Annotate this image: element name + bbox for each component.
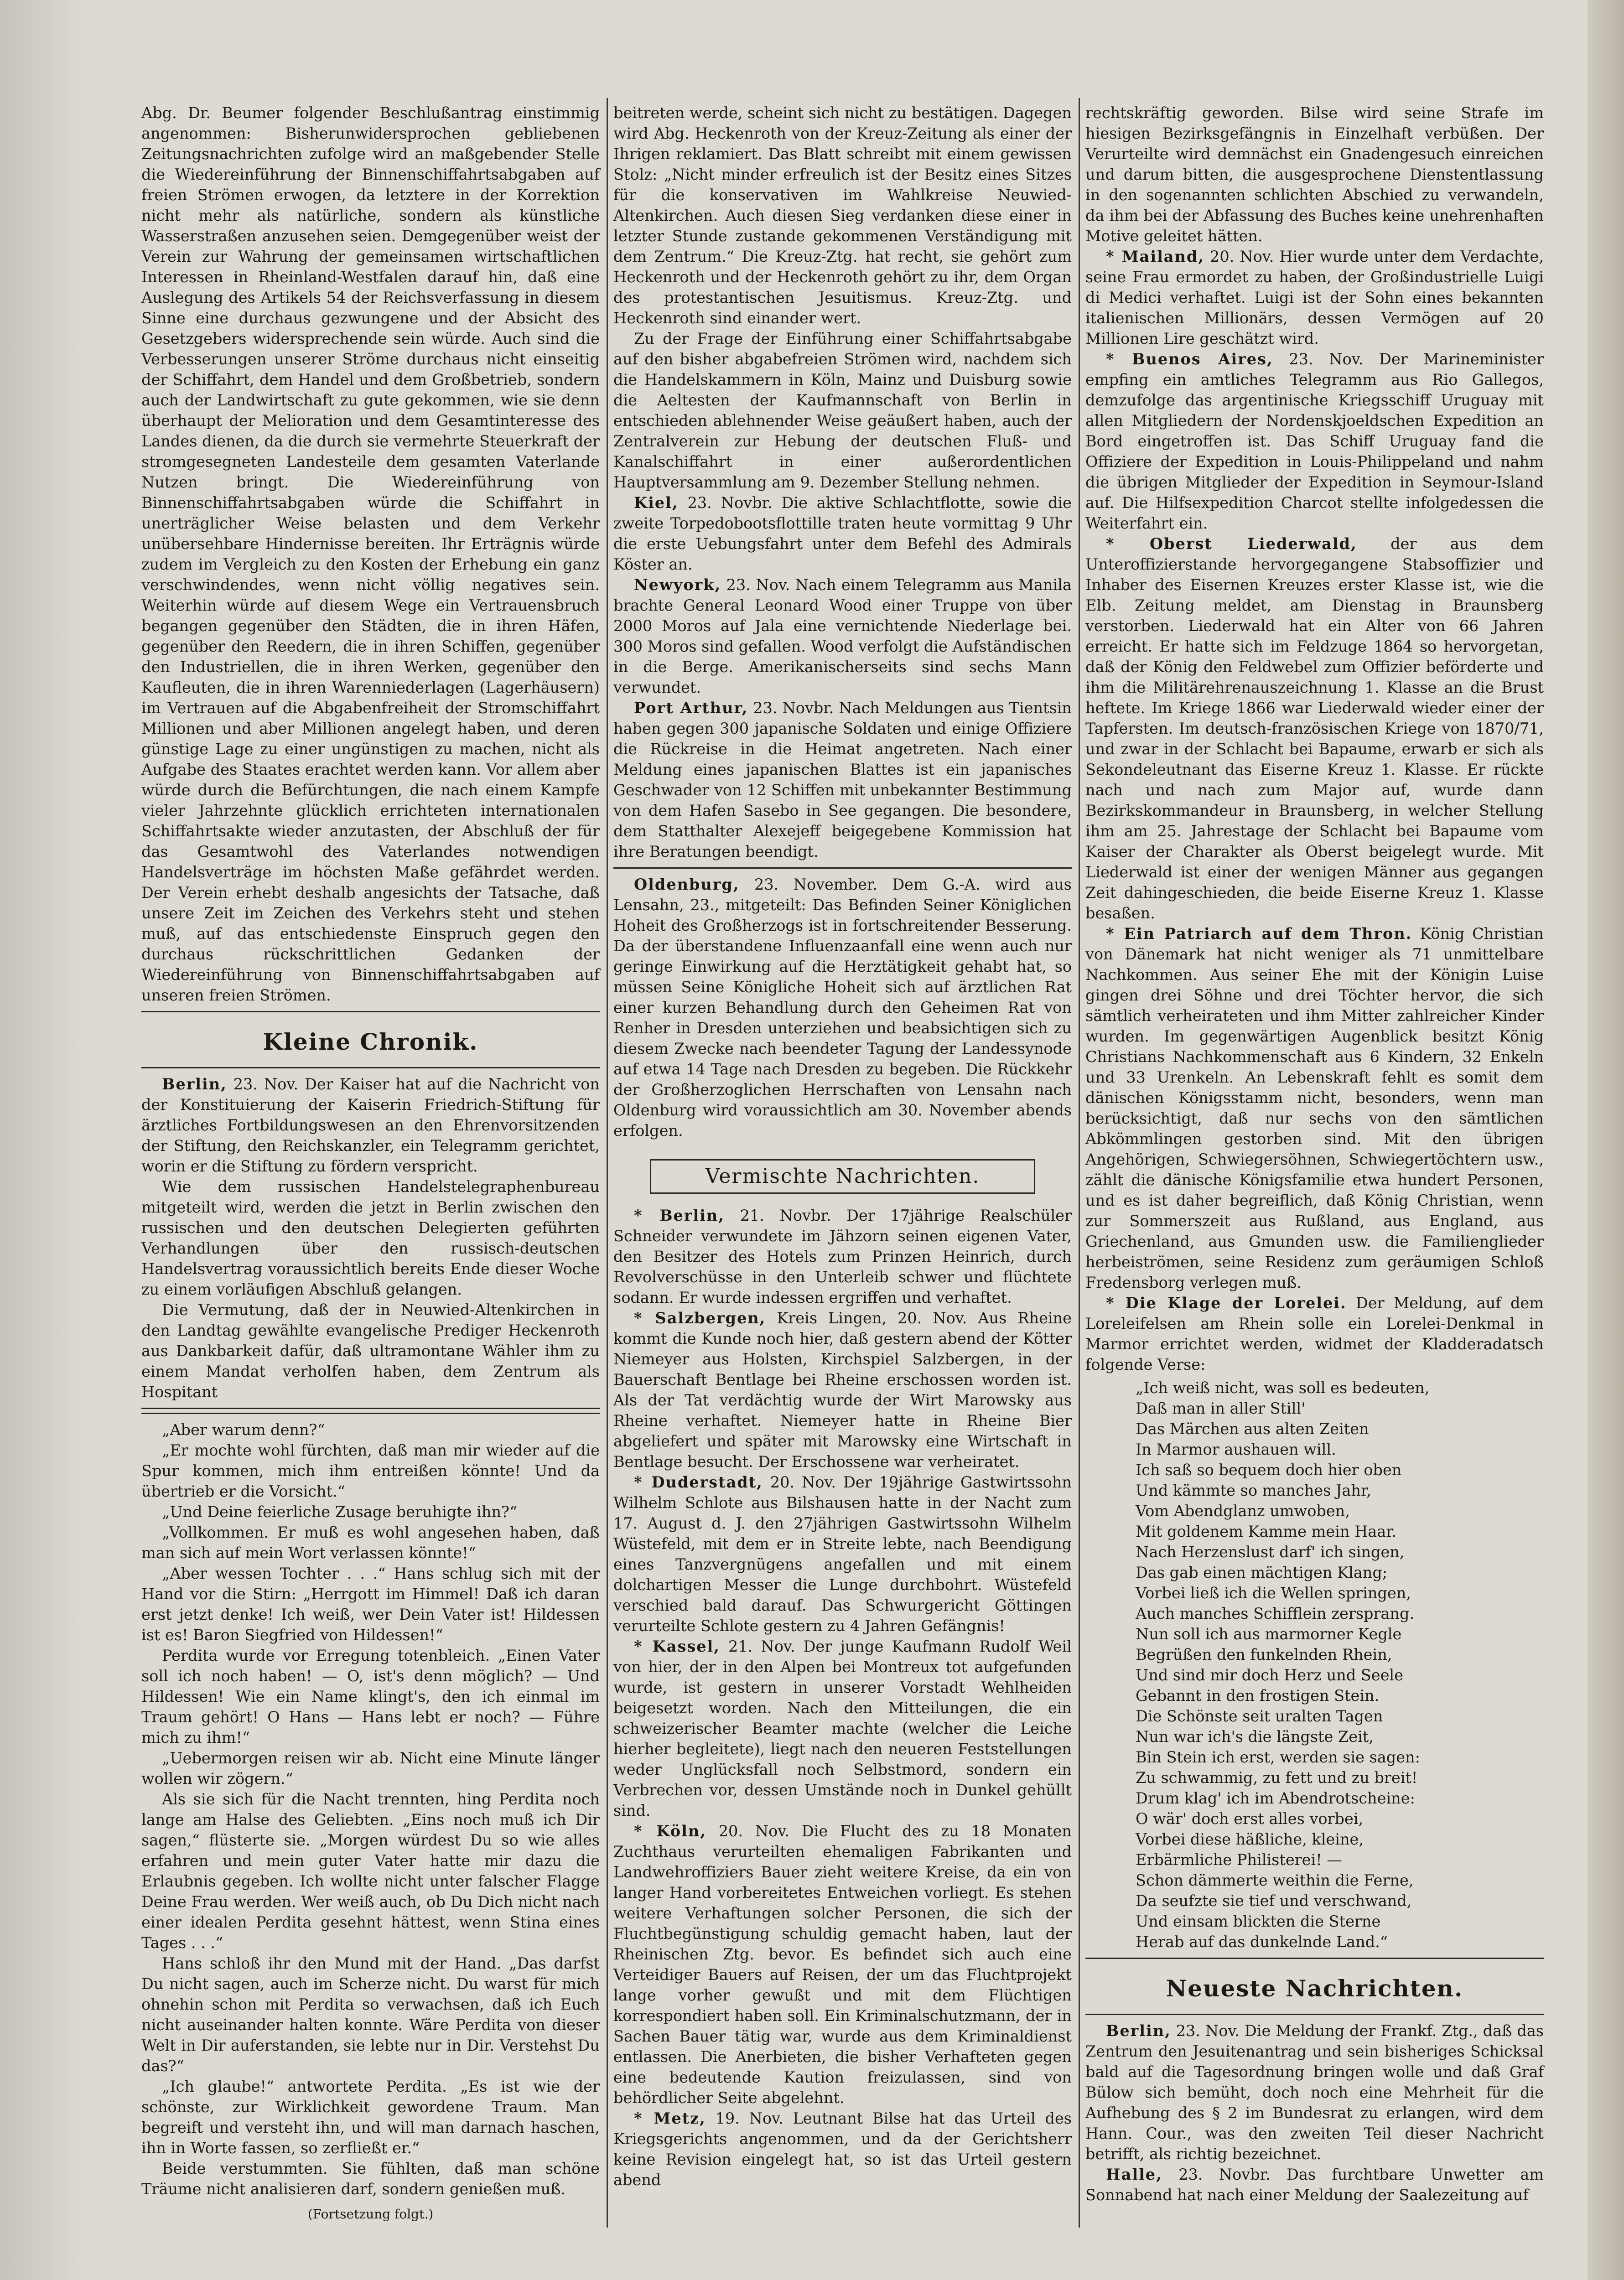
dateline-place: Port Arthur, — [634, 699, 748, 717]
poem-line: Drum klag' ich im Abendrotscheine: — [1136, 1789, 1415, 1807]
poem-line: Vom Abendglanz umwoben, — [1136, 1502, 1350, 1520]
news-item-berlin-jesuiten — [1085, 2021, 1544, 2164]
novel-paragraph: „Und Deine feierliche Zusage beruhigte ihn?“ — [162, 1503, 518, 1521]
news-item-text: Kreis Lingen, 20. Nov. Aus Rheine kommt die Kunde noch hier, daß gestern abend der Kötter Niemeyer aus Holsten, Kirchspiel Salzbergen, in der Bauerschaft Bentlage bei Rheine erschossen worden ist. Als der Tat verdächtig wurde der Wirt Marowsky aus Rheine verhaftet. Niemeyer hatte in Rheine Bier abgeliefert und später mit Marowsky eine Wirtschaft in Bentlage besucht. Der Erschossene war verheiratet. — [613, 1309, 1072, 1471]
poem-line: Nun soll ich aus marmorner Kegle — [1136, 1625, 1402, 1643]
news-item-berlin-kaiser — [141, 1074, 600, 1176]
news-item-text: 20. Nov. Die Flucht des zu 18 Monaten Zuchthaus verurteilten ehemaligen Fabrikanten und Landwehroffiziers Bauer zieht weitere Kreise, da ein von langer Hand vorbereitetes Entweichen vorliegt. Es stehen weitere Verhaftungen solcher Personen, die sich der Fluchtbegünstigung schuldig gemacht haben, laut der Rheinischen Ztg. bevor. Es befindet sich auch eine Verteidiger Bauers auf Reisen, der um das Fluchtprojekt lange vorher gewußt und mit dem Flüchtigen korrespondiert haben soll. Ein Kriminalschutzmann, der in Sachen Bauer tätig war, wurde aus dem Kriminaldienst entlassen. Die Anerbieten, die bisher Verhafteten gegen eine bedeutende Kaution freizulassen, sind von behördlicher Seite abgelehnt. — [613, 1822, 1072, 2107]
poem-line: Ich saß so bequem doch hier oben — [1136, 1461, 1402, 1479]
poem-line: Erbärmliche Philisterei! — — [1136, 1851, 1342, 1869]
poem-line: Vorbei ließ ich die Wellen springen, — [1136, 1584, 1411, 1602]
poem-line: Und sind mir doch Herz und Seele — [1136, 1666, 1403, 1684]
feuilleton-divider — [141, 1408, 600, 1414]
news-item-text: 20. Nov. Der 19jährige Gastwirtssohn Wilhelm Schlote aus Bilshausen hatte in der Nacht zum 17. August d. J. den 27jährigen Gastwirtssohn Wilhelm Wüstefeld, mit dem er in Streite lebte, nach Beendigung eines Tanzvergnügens angefallen und mit einem dolchartigen Messer die Lunge durchbohrt. Wüstefeld verschied bald darauf. Das Schwurgericht Göttingen verurteilte Schlote gestern zu 4 Jahren Gefängnis! — [613, 1473, 1072, 1635]
novel-paragraph: „Uebermorgen reisen wir ab. Nicht eine Minute länger wollen wir zögern.“ — [141, 1749, 600, 1788]
section-heading-neueste-nachrichten: Neueste Nachrichten. — [1166, 1975, 1463, 2002]
poem-line: Mit goldenem Kamme mein Haar. — [1136, 1523, 1397, 1540]
news-item-text: 23. Novbr. Die aktive Schlachtflotte, sowie die zweite Torpedobootsflottille traten heute vormittag 9 Uhr die erste Uebungsfahrt unter dem Befehl des Admirals Köster an. — [613, 494, 1072, 573]
novel-paragraph: Hans schloß ihr den Mund mit der Hand. „Das darfst Du nicht sagen, auch im Scherze nicht. Du warst für mich ohnehin schon mit Perdita so verwachsen, daß ich Euch nicht auseinander halten konnte. Wäre Perdita von dieser Welt in Dir auferstanden, sie lebte nur in Dir. Verstehst Du das?“ — [141, 1954, 600, 2075]
article-binnenschiffahrt-resolution: Abg. Dr. Beumer folgender Beschlußantrag einstimmig angenommen: Bisherunwidersprochen gebliebenen Zeitungsnachrichten zufolge wird an maßgebender Stelle die Wiedereinführung der Binnenschiffahrtsabgaben auf freien Strömen erwogen, da letztere in der Korrektion nicht mehr als natürliche, sondern als künstliche Wasserstraßen anzusehen seien. Demgegenüber weist der Verein zur Wahrung der gemeinsamen wirtschaftlichen Interessen in Rheinland-Westfalen darauf hin, daß eine Auslegung des Artikels 54 der Reichsverfassung in diesem Sinne eine durchaus gezwungene und der Absicht des Gesetzgebers widersprechende sein würde. Auch sind die Verbesserungen unserer Ströme durchaus nicht einseitig der Schiffahrt, dem Handel und dem Großbetrieb, sondern auch der Landwirtschaft zu gute gekommen, wie sie denn überhaupt der Melioration und dem Gesamtinteresse des Landes dienen, da die durch sie vermehrte Steuerkraft der stromgesegneten Landesteile dem gesamten Vaterlande Nutzen bringt. Die Wiedereinführung von Binnenschiffahrtsabgaben würde die Schiffahrt in unerträglicher Weise belasten und dem Verkehr unübersehbare Hindernisse bereiten. Ihr Erträgnis würde zudem im Vergleich zu den Kosten der Erhebung ein ganz verschwindendes, wenn nicht völlig negatives sein. Weiterhin würde auf diesem Wege ein Vertrauensbruch begangen gegenüber den Städten, die in ihren Häfen, gegenüber den Reedern, die in ihren Schiffen, gegenüber den Industriellen, die in ihren Werken, gegenüber den Kaufleuten, die in ihren Warenniederlagen (Lagerhäusern) im Vertrauen auf die Abgabenfreiheit der Stromschiffahrt Millionen und aber Millionen angelegt haben, und deren günstige Lage zu einer ungünstigen zu machen, nicht als Aufgabe des Staates erachtet werden kann. Vor allem aber würde durch die Befürchtungen, die nach einem Kampfe vieler Jahrzehnte glücklich errichteten internationalen Schiffahrtsakte wieder anzutasten, der Abschluß der für das Gesamtwohl des Vaterlandes notwendigen Handelsverträge im höchsten Maße gefährdet werden. Der Verein erhebt deshalb angesichts der Tatsache, daß unsere Zeit im Zeichen des Verkehrs steht und stehen muß, auf das entschiedenste Einspruch gegen den durchaus rückschrittlichen Gedanken der Wiedereinführung von Binnenschiffahrtsabgaben auf unseren freien Strömen. — [141, 104, 600, 1004]
dateline-place: Kiel, — [634, 494, 679, 512]
novel-paragraph: „Aber wessen Tochter . . .“ Hans schlug sich mit der Hand vor die Stirn: „Herrgott im Himmel! Daß ich daran erst jetzt denke! Ich weiß, wer Dein Vater ist! Hildessen ist es! Baron Siegfried von Hildessen!“ — [141, 1565, 600, 1644]
section-heading-kleine-chronik: Kleine Chronik. — [263, 1028, 478, 1055]
novel-paragraph: „Vollkommen. Er muß es wohl angesehen haben, daß man sich auf mein Wort verlassen könnte!“ — [141, 1523, 600, 1562]
poem-lorelei — [1136, 1378, 1544, 1952]
section-divider — [141, 1067, 600, 1068]
poem-line: Gebannt in den frostigen Stein. — [1136, 1687, 1380, 1705]
novel-paragraph: „Ich glaube!“ antwortete Perdita. „Es ist wie der schönste, zur Wirklichkeit gewordene Traum. Man begreift und versteht ihn, und will man darnach haschen, ihn in Worte fassen, so zerfließt er.“ — [141, 2078, 600, 2157]
news-item-text: Der Meldung, auf dem Loreleifelsen am Rhein solle ein Lorelei-Denkmal in Marmor errichtet werden, widmet der Kladderadatsch folgende Verse: — [1085, 1294, 1544, 1373]
poem-line: Zu schwammig, zu fett und zu breit! — [1136, 1769, 1418, 1787]
column-divider — [1079, 98, 1080, 2228]
poem-line: Herab auf das dunkelnde Land.“ — [1136, 1933, 1388, 1951]
news-item-koeln — [613, 1821, 1072, 2108]
poem-line: Daß man in aller Still' — [1136, 1399, 1306, 1417]
news-item-handelsvertrag: Wie dem russischen Handelstelegraphenbureau mitgeteilt wird, werden die jetzt in Berlin zwischen den russischen und den deutschen Delegierten geführten Verhandlungen über den russisch-deutschen Handelsvertrag voraussichtlich bereits Ende dieser Woche zu einem vorläufigen Abschluß gelangen. — [141, 1178, 600, 1298]
article-schiffahrtsabgabe: Zu der Frage der Einführung einer Schiffahrtsabgabe auf den bisher abgabefreien Strömen wird, nachdem sich die Handelskammern in Köln, Mainz und Duisburg sowie die Aeltesten der Kaufmannschaft von Berlin in entschieden ablehnender Weise geäußert haben, auch der Zentralverein zur Hebung der deutschen Fluß- und Kanalschiffahrt in einer außerordentlichen Hauptversammlung am 9. Dezember Stellung nehmen. — [613, 330, 1072, 491]
poem-line: In Marmor aushauen will. — [1136, 1441, 1336, 1458]
poem-line: Und kämmte so manches Jahr, — [1136, 1482, 1371, 1499]
novel-paragraph: Perdita wurde vor Erregung totenbleich. „Einen Vater soll ich noch haben! — O, ist's denn möglich? — Und Hildessen! Wie ein Name klingt's, den ich einmal im Traum gehört! O Hans — Hans lebt er noch? — Führe mich zu ihm!“ — [141, 1647, 600, 1746]
news-item-text: 23. Nov. Nach einem Telegramm aus Manila brachte General Leonard Wood einer Truppe von über 2000 Moros auf Jala eine vernichtende Niederlage bei. 300 Moros sind gefallen. Wood verfolgt die Aufständischen in die Berge. Amerikanischerseits sind sechs Mann verwundet. — [613, 576, 1072, 696]
dateline-place: Berlin, — [162, 1075, 227, 1093]
poem-line: Das gab einen mächtigen Klang; — [1136, 1564, 1388, 1581]
dateline-place: Berlin, — [1106, 2022, 1171, 2040]
column-left — [141, 103, 600, 2224]
news-item-text: der aus dem Unteroffizierstande hervorgegangene Stabsoffizier und Inhaber des Eisernen Kreuzes erster Klasse ist, wie die Elb. Zeitung meldet, am Dienstag in Braunsberg verstorben. Liederwald hat ein Alter von 66 Jahren erreicht. Er hatte sich im Feldzuge 1864 so hervorgetan, daß der König den Feldwebel zum Offizier beförderte und ihm die Militärehrenauszeichnung 1. Klasse an die Brust heftete. Im Kriege 1866 war Liederwald wieder einer der Tapfersten. Im deutsch-französischen Kriege von 1870/71, und zwar in der Schlacht bei Bapaume, erwarb er sich als Sekondeleutnant das Eiserne Kreuz 1. Klasse. Er rückte nach und nach zum Major auf, wurde dann Bezirkskommandeur in Braunsberg, in welcher Stellung ihm am 25. Jahrestage der Schlacht bei Bapaume vom Kaiser der Charakter als Oberst beigelegt wurde. Mit Liederwald ist einer der wenigen Männer aus gegangen Zeit dahingeschieden, die beide Eiserne Kreuz 1. Klasse besaßen. — [1085, 535, 1544, 922]
dateline-place: * Ein Patriarch auf dem Thron. — [1106, 925, 1412, 943]
poem-line: Das Märchen aus alten Zeiten — [1136, 1420, 1369, 1438]
poem-line: Nun war ich's die längste Zeit, — [1136, 1728, 1374, 1746]
poem-line: Die Schönste seit uralten Tagen — [1136, 1707, 1383, 1725]
news-item-text: König Christian von Dänemark hat nicht weniger als 71 unmittelbare Nachkommen. Aus seiner Ehe mit der Königin Luise gingen drei Söhne und drei Töchter hervor, die sich sämtlich verheirateten und ihm Mitter zahlreicher Kinder wurden. Im gegenwärtigen Augenblick besitzt König Christians Nachkommenschaft aus 6 Kindern, 32 Enkeln und 33 Urenkeln. An Lebenskraft fehlt es somit dem dänischen Königsstamm nicht, besonders, wenn man berücksichtigt, daß nur sechs von den sämtlichen Abkömmlingen gestorben sind. Mit den übrigen Angehörigen, Schwiegersöhnen, Schwiegertöchtern usw., zählt die dänische Königsfamilie etwa hundert Personen, und es ist daher begreiflich, daß König Christian, wenn zur Sommerszeit aus Rußland, aus England, aus Griechenland, aus Gmunden usw. die Familienglieder herbeiströmen, seine Residenz zum geräumigen Schloß Fredensborg verlegen muß. — [1085, 925, 1544, 1291]
poem-line: O wär' doch erst alles vorbei, — [1136, 1810, 1364, 1828]
dateline-place: * Die Klage der Lorelei. — [1106, 1294, 1347, 1312]
news-item-metz — [613, 2108, 1072, 2190]
continuation-note: (Fortsetzung folgt.) — [307, 2207, 434, 2222]
dateline-place: * Berlin, — [634, 1207, 725, 1224]
dateline-place: * Oberst Liederwald, — [1106, 535, 1357, 553]
news-item-text: 19. Nov. Leutnant Bilse hat das Urteil des Kriegsgerichts angenommen, und da der Gerichtsherr keine Revision eingelegt hat, so ist das Urteil gestern abend — [613, 2109, 1072, 2189]
news-item-text: 23. Nov. Die Meldung der Frankf. Ztg., daß das Zentrum den Jesuitenantrag und sein bisheriges Schicksal bald auf die Tagesordnung bringen wolle und daß Graf Bülow sich bemüht, doch noch eine Mehrheit für die Aufhebung des § 2 im Bundesrat zu erlangen, wird dem Hann. Cour., was den zweiten Teil dieser Nachricht betrifft, als richtig bezeichnet. — [1085, 2022, 1544, 2163]
poem-line: Da seufzte sie tief und verschwand, — [1136, 1892, 1412, 1910]
news-item-text: 23. Novbr. Das furchtbare Unwetter am Sonnabend hat nach einer Meldung der Saalezeitung auf — [1085, 2166, 1544, 2204]
poem-line: Nach Herzenslust darf' ich singen, — [1136, 1543, 1405, 1561]
poem-line: Begrüßen den funkelnden Rhein, — [1136, 1646, 1392, 1663]
page-binding-shadow — [0, 0, 87, 2280]
dateline-place: * Salzbergen, — [634, 1309, 766, 1327]
news-item-patriarch — [1085, 923, 1544, 1293]
dateline-place: * Mailand, — [1106, 248, 1204, 265]
news-item-text: 23. Novbr. Nach Meldungen aus Tientsin haben gegen 300 japanische Soldaten und einige Offiziere die Rückreise in die Heimat angetreten. Nach einer Meldung eines japanischen Blattes ist ein japanisches Geschwader von 12 Schiffen mit unbekannter Bestimmung von dem Hafen Sasebo in See gegangen. Die besondere, dem Statthalter Alexejeff beigegebene Kommission hat ihre Beratungen beendigt. — [613, 699, 1072, 860]
news-item-text: 21. Novbr. Der 17jährige Realschüler Schneider verwundete im Jähzorn seinen eigenen Vater, den Besitzer des Hotels zum Prinzen Heinrich, durch Revolverschüsse in den Unterleib schwer und flüchtete sodann. Er wurde indessen ergriffen und verhaftet. — [613, 1207, 1072, 1306]
section-divider — [613, 867, 1072, 869]
news-item-salzbergen — [613, 1308, 1072, 1472]
novel-paragraph: Als sie sich für die Nacht trennten, hing Perdita noch lange am Halse des Geliebten. „Eins noch muß ich Dir sagen,“ flüsterte sie. „Morgen würdest Du so wie alles erfahren und mein guter Vater hatte mir dazu die Erlaubnis gegeben. Ich wollte nicht unter falscher Flagge Deine Frau werden. Wer weiß auch, ob Du Dich nicht nach einer idealen Perdita gesehnt hättest, wenn Stina eines Tages . . .“ — [141, 1790, 600, 1952]
section-divider — [1085, 2014, 1544, 2015]
poem-line: Bin Stein ich erst, werden sie sagen: — [1136, 1748, 1420, 1766]
news-item-heckenroth: Die Vermutung, daß der in Neuwied-Altenkirchen in den Landtag gewählte evangelische Prediger Heckenroth aus Dankbarkeit dafür, daß ultramontane Wähler ihm zu einem Mandat verholfen haben, dem Zentrum als Hospitant — [141, 1301, 600, 1401]
poem-line: Und einsam blickten die Sterne — [1136, 1912, 1381, 1930]
dateline-place: * Buenos Aires, — [1106, 350, 1273, 368]
column-middle — [613, 103, 1072, 2190]
news-item-buenos-aires — [1085, 349, 1544, 534]
section-divider — [1085, 1958, 1544, 1959]
news-item-text: 23. Nov. Der Marineminister empfing ein amtliches Telegramm aus Rio Gallegos, demzufolge das argentinische Kriegsschiff Uruguay mit allen Mitgliedern der Nordenskjoeldschen Expedition an Bord eingetroffen ist. Das Schiff Uruguay fand die Offiziere der Expedition in Louis-Philippeland und nahm die übrigen Mitglieder der Expedition in Seymour-Island auf. Die Hilfsexpedition Charcot stellte infolgedessen die Weiterfahrt ein. — [1085, 350, 1544, 532]
poem-line: Vorbei diese häßliche, kleine, — [1136, 1830, 1364, 1848]
poem-line: Schon dämmerte weithin die Ferne, — [1136, 1871, 1414, 1889]
section-heading-vermischte-nachrichten: Vermischte Nachrichten. — [650, 1159, 1035, 1194]
dateline-place: * Köln, — [634, 1822, 706, 1840]
news-item-duderstadt — [613, 1472, 1072, 1636]
news-item-mailand — [1085, 246, 1544, 349]
news-item-newyork — [613, 575, 1072, 698]
column-divider — [607, 98, 608, 2228]
news-item-oberst-liederwald — [1085, 534, 1544, 923]
section-divider — [141, 1011, 600, 1012]
novel-paragraph: „Er mochte wohl fürchten, daß man mir wieder auf die Spur kommen, mich ihm entreißen könnte! Und da übertrieb er die Vorsicht.“ — [141, 1441, 600, 1500]
poem-line: Auch manches Schifflein zersprang. — [1136, 1605, 1415, 1622]
news-item-text: 23. November. Dem G.-A. wird aus Lensahn, 23., mitgeteilt: Das Befinden Seiner Königlichen Hoheit des Großherzogs ist in fortschreitender Besserung. Da der überstandene Influenzaanfall eine wenn auch nur geringe Einwirkung auf die Herztätigkeit gehabt hat, so müssen Seine Königliche Hoheit sich auf ärztlichen Rat einer kurzen Behandlung durch den Geheimen Rat von Renher in Dresden unterziehen und beabsichtigen sich zu diesem Zwecke nach beendeter Tagung der Landessynode auf etwa 14 Tage nach Dresden zu begeben. Die Rückkehr der Großherzoglichen Herrschaften von Lensahn nach Oldenburg wird voraussichtlich am 30. November abends erfolgen. — [613, 876, 1072, 1140]
dateline-place: Halle, — [1106, 2166, 1162, 2183]
news-item-oldenburg — [613, 874, 1072, 1141]
news-item-text: 21. Nov. Der junge Kaufmann Rudolf Weil von hier, der in den Alpen bei Montreux tot aufgefunden wurde, ist gestern in unserer Vorstadt Wehlheiden beigesetzt worden. Nach den Mitteilungen, die ein schweizerischer Beamter machte (welcher die Leiche hierher begleitete), liegt nach den neueren Feststellungen weder Unglücksfall noch Selbstmord, sondern ein Verbrechen vor, dessen Umstände noch in Dunkel gehüllt sind. — [613, 1637, 1072, 1819]
novel-paragraph: „Aber warum denn?“ — [162, 1421, 325, 1439]
news-item-kiel — [613, 492, 1072, 575]
poem-line: „Ich weiß nicht, was soll es bedeuten, — [1136, 1379, 1430, 1397]
news-item-port-arthur — [613, 698, 1072, 862]
novel-paragraph: Beide verstummten. Sie fühlten, daß man schöne Träume nicht analisieren darf, sondern genießen muß. — [141, 2160, 600, 2198]
dateline-place: * Metz, — [634, 2109, 706, 2127]
news-item-berlin-realschueler — [613, 1205, 1072, 1308]
article-heckenroth-continued: beitreten werde, scheint sich nicht zu bestätigen. Dagegen wird Abg. Heckenroth von der Kreuz-Zeitung als einer der Ihrigen reklamiert. Das Blatt schreibt mit einem gewissen Stolz: „Nicht minder erfreulich ist der Besitz eines Sitzes für die konservativen im Wahlkreise Neuwied-Altenkirchen. Auch diesen Sieg verdanken diese einer in letzter Stunde zustande gekommenen Verständigung mit dem Zentrum.“ Die Kreuz-Ztg. hat recht, sie gehört zum Heckenroth und der Heckenroth gehört zu ihr, dem Organ des protestantischen Jesuitismus. Kreuz-Ztg. und Heckenroth sind einander wert. — [613, 104, 1072, 327]
news-item-text: 20. Nov. Hier wurde unter dem Verdachte, seine Frau ermordet zu haben, der Großindustrielle Luigi di Medici verhaftet. Luigi ist der Sohn eines bekannten italienischen Millionärs, dessen Vermögen auf 20 Millionen Lire geschätzt wird. — [1085, 248, 1544, 347]
dateline-place: * Duderstadt, — [634, 1473, 763, 1491]
news-item-kassel — [613, 1636, 1072, 1821]
dateline-place: * Kassel, — [634, 1637, 720, 1655]
dateline-place: Oldenburg, — [634, 876, 740, 893]
column-right — [1085, 103, 1544, 2205]
news-item-lorelei — [1085, 1293, 1544, 1375]
dateline-place: Newyork, — [634, 576, 721, 594]
article-bilse-continued: rechtskräftig geworden. Bilse wird seine Strafe im hiesigen Bezirksgefängnis in Einzelhaft verbüßen. Der Verurteilte wird demnächst ein Gnadengesuch einreichen und darum bitten, die ausgesprochene Dienstentlassung in den sogenannten schlichten Abschied zu verwandeln, da ihm bei der Abfassung des Buches keine unehrenhaften Motive geleitet hätten. — [1085, 104, 1544, 245]
news-item-text: 23. Nov. Der Kaiser hat auf die Nachricht von der Konstituierung der Kaiserin Friedrich-Stiftung für ärztliches Fortbildungswesen an den Ehrenvorsitzenden der Stiftung, den Reichskanzler, ein Telegramm gerichtet, worin er die Stiftung zu fördern verspricht. — [141, 1075, 600, 1175]
news-item-halle — [1085, 2164, 1544, 2205]
